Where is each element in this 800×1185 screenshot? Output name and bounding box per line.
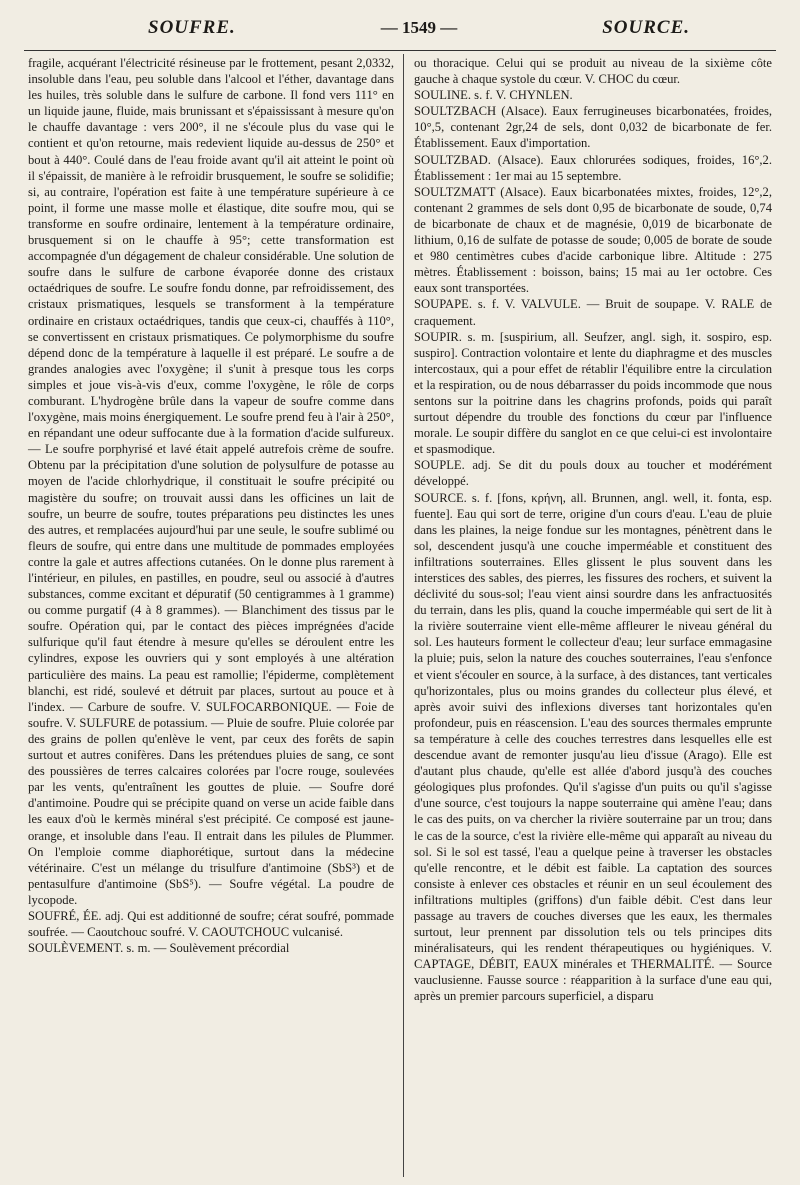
entry-soultzbach: SOULTZBACH (Alsace). Eaux ferrugineuses bicarbonatées, froides, 10°,5, contenant 2gr,24 de sels, dont 0,032 de bicarbonate de fer. Établissement. Eaux d'importation. (414, 104, 772, 151)
left-column (28, 55, 394, 956)
entry-soufre-ee: SOUFRÉ, ÉE. adj. Qui est additionné de soufre; cérat soufré, pommade soufrée. — Caoutchouc soufré. V. CAOUTCHOUC vulcanisé. (28, 908, 394, 940)
soufre-continuation: fragile, acquérant l'électricité résineuse par le frottement, pesant 2,0332, insoluble dans l'eau, peu soluble dans l'alcool et l'éther, davantage dans les huiles, très soluble dans le sulfure de carbone. Il fond vers 111° en un liquide jaune, fluide, mais brunissant et s'épaississant à mesure qu'on le chauffe davantage : vers 200°, il ne s'écoule plus du vase qui le contient et qu'on retourne, mais redevient liquide au-dessus de 250° et bout à 440°. Coulé dans de l'eau froide avant qu'il ait atteint le point où il s'épaissit, de manière à le refroidir brusquement, le soufre se solidifie; si, au contraire, l'opération est faite à une température supérieure à ce point, il forme une masse molle et élastique, dite soufre mou, qui se transforme en soufre ordinaire, lentement à la température ordinaire, brusquement si on le chauffe à 95°; cette transformation est accompagnée d'un dégagement de chaleur considérable. Une solution de soufre dans le sulfure de carbone évaporée donne des cristaux octaédriques de soufre. Le soufre fondu donne, par refroidissement, des cristaux prismatiques, lesquels se transforment à la température ordinaire en cristaux octaédriques, tandis que ceux-ci, chauffés à 110°, se convertissent en cristaux prismatiques. Ce polymorphisme du soufre dépend donc de la température à laquelle il est préparé. Le soufre a de grandes analogies avec l'oxygène; il s'unit à presque tous les corps simples et joue vis-à-vis d'eux, comme l'oxygène, le rôle de corps comburant. L'hydrogène brûle dans la vapeur de soufre comme dans l'oxygène, mais moins énergiquement. Le soufre prend feu à l'air à 250°, en répandant une odeur suffocante due à la formation d'acide sulfureux. — Le soufre porphyrisé et lavé était appelé autrefois crème de soufre. Obtenu par la précipitation d'une solution de polysulfure de potasse au moyen de l'acide chlorhydrique, il constituait le soufre précipité ou magistère du soufre; on trouvait aussi dans les officines un lait de soufre, un beurre de soufre, toutes préparations peu distinctes les unes des autres, et remplacées aujourd'hui par une seule, le soufre sublimé ou fleurs de soufre, qui entre dans une multitude de pommades employées contre la gale et autres affections cutanées. On le donne plus rarement à l'intérieur, en pilules, en pastilles, en poudre, seul ou associé à d'autres substances, comme excitant et dépuratif (50 centigrammes à 1 gramme) ou comme purgatif (4 à 8 grammes). — Blanchiment des tissus par le soufre. Opération qui, par le contact des pièces imprégnées d'acide sulfurique qu'il faut étendre à mesure qu'elles se déroulent entre les cylindres, expose les ouvriers qui y sont employés à une altération particulière des mains. La peau est ramollie; l'épiderme, complètement blanchi, est ridé, soulevé et détruit par places, surtout au pouce et à l'index. — Carbure de soufre. V. SULFOCARBONIQUE. — Foie de soufre. V. SULFURE de potassium. — Pluie de soufre. Pluie colorée par des grains de pollen qu'enlève le vent, par ceux des forêts de sapin surtout et autres conifères. Dans les prétendues pluies de sang, ce sont des poussières de terres calcaires colorées par l'ocre rouge, soulevées par les vents, qu'entraînent les gouttes de pluie. — Soufre doré d'antimoine. Poudre qui se précipite quand on verse un acide faible dans les eaux d'où le kermès minéral s'est précipité. Ce composé est jaune-orange, et insoluble dans l'eau. Il entrait dans les pilules de Plummer. On l'emploie comme diaphorétique, surtout dans la médecine vétérinaire. C'est un mélange du trisulfure d'antimoine (SbS³) et de pentasulfure d'antimoine (SbS⁵). — Soufre végétal. La poudre de lycopode. (28, 56, 394, 907)
entry-soupape: SOUPAPE. s. f. V. VALVULE. — Bruit de soupape. V. RALE de craquement. (414, 297, 772, 328)
running-head-right: SOURCE. (602, 17, 690, 38)
entry-souline: SOULINE. s. f. V. CHYNLEN. (414, 88, 573, 103)
entry-soultzmatt: SOULTZMATT (Alsace). Eaux bicarbonatées mixtes, froides, 12°,2, contenant 2 grammes de sels dont 0,95 de bicarbonate de soude, 0,74 de bicarbonate de chaux et de magnésie, 0,019 de bicarbonate de lithium, 0,16 de sulfate de potasse de soude; 0,005 de borate de soude et 980 centimètres cubes d'acide carbonique libre. Altitude : 275 mètres. Établissement : boisson, bains; 15 mai au 1er octobre. Ces eaux sont transportées. (414, 184, 772, 296)
page-header (28, 10, 772, 46)
entry-source: SOURCE. s. f. [fons, κρήνη, all. Brunnen, angl. well, it. fonta, esp. fuente]. Eau qui sort de terre, origine d'un cours d'eau. L'eau de pluie dans les plaines, la neige fondue sur les montagnes, pénètrent dans le sol, descendent jusqu'à une couche imperméable et constituent des infiltrations souterraines. Elles glissent le plus souvent dans les interstices des sables, des pierres, les fissures des rochers, et suivent la déclivité du sous-sol; l'eau vient ainsi sourdre dans les anfractuosités du terrain, dans les plis, quand la couche imperméable qui sert de lit à la rivière souterraine vient elle-même affleurer le niveau général du sol. Les hauteurs forment le collecteur d'eau; leur surface emmagasine la pluie; puis, selon la nature des couches souterraines, l'eau s'enfonce et vient s'écouler en source, à la surface, à des distances, tant verticales qu'horizontales, plus ou moins grandes du collecteur plus élevé, et après avoir suivi des inflexions diverses tant horizontales qu'en profondeur, puis en réascension. L'eau des sources thermales emprunte sa température à celle des couches terrestres dans lesquelles elle est descendue avant de remonter jusqu'au lieu d'issue (Arago). Elle est d'autant plus chaude, qu'elle est allée d'abord jusqu'à des couches géologiques plus profondes. Qu'il s'agisse d'un puits ou qu'il s'agisse d'une source, c'est toujours la nappe souterraine qui amène l'eau; dans le cas des puits, on va chercher la rivière souterraine par un trou; dans le cas de la source, c'est la rivière elle-même qui apparaît au niveau du sol. Si le sol est tassé, l'eau a quelque peine à traverser les obstacles qu'elle rencontre, et le débit est faible. La captation des sources consiste à enlever ces obstacles et réunir en un seul écoulement des infiltrations multiples (griffons) d'un faible débit. C'est dans leur passage au travers de couches diverses que les eaux, les thermales surtout, leur prennent par dissolution tels ou tels principes dits minéralisateurs, qui les rendent thérapeutiques ou hygiéniques. V. CAPTAGE, DÉBIT, EAUX minérales et THERMALITÉ. — Source vauclusienne. Fausse source : réapparition à la surface d'une eau qui, après un premier parcours superficiel, a disparu (414, 490, 772, 1004)
entry-soultzbad: SOULTZBAD. (Alsace). Eaux chlorurées sodiques, froides, 16°,2. Établissement : 1er mai au 15 septembre. (414, 152, 772, 183)
column-divider (403, 54, 404, 1177)
entry-souple: SOUPLE. adj. Se dit du pouls doux au toucher et modérément développé. (414, 458, 772, 489)
header-rule (24, 50, 776, 51)
page-number: — 1549 — (380, 18, 458, 37)
right-column (414, 55, 772, 1005)
soulevement-continuation: ou thoracique. Celui qui se produit au niveau de la sixième côte gauche à chaque systole du cœur. V. CHOC du cœur. (414, 56, 772, 87)
entry-soupir: SOUPIR. s. m. [suspirium, all. Seufzer, angl. sigh, it. sospiro, esp. suspiro]. Contraction volontaire et lente du diaphragme et des muscles intercostaux, qui a pour effet de rétablir l'équilibre entre la circulation et la respiration, ou de nous débarrasser du poids incommode que nous sentons sur la poitrine dans les chagrins profonds, poids qui paraît surtout dépendre du trouble des fonctions du cœur par l'influence morale. Le soupir diffère du sanglot en ce que celui-ci est involontaire et spasmodique. (414, 329, 772, 457)
entry-soulevement: SOULÈVEMENT. s. m. — Soulèvement précordial (28, 941, 290, 956)
running-head-left: SOUFRE. (148, 17, 236, 38)
